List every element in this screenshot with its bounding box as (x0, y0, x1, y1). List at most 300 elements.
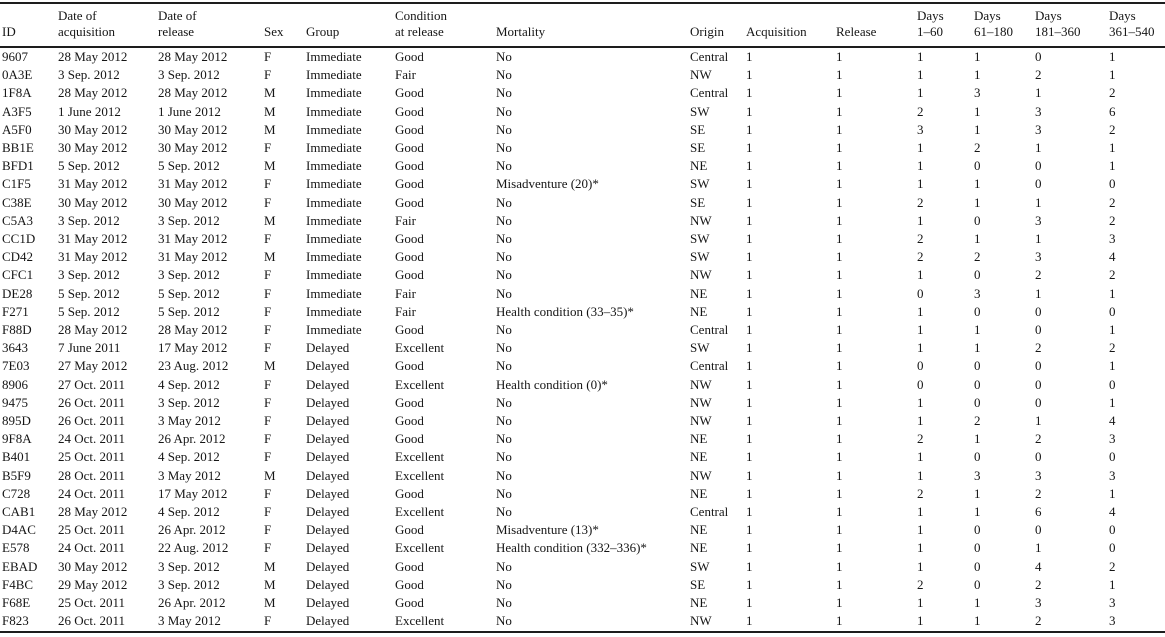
table-cell-days_1_60: 1 (917, 613, 924, 629)
table-cell-days_361_540: 3 (1109, 231, 1116, 247)
table-body (0, 47, 1165, 632)
table-cell-acquisition: 1 (746, 558, 753, 574)
table-cell-date_of_acquisition: 7 June 2011 (58, 340, 121, 356)
table-row (0, 157, 1165, 175)
table-cell-group: Delayed (306, 413, 350, 429)
table-cell-origin: Central (690, 49, 729, 64)
table-cell-release: 1 (836, 358, 843, 374)
table-cell-days_61_180: 1 (974, 340, 981, 356)
table-cell-origin: SW (690, 249, 710, 265)
table-cell-condition_at_release: Good (395, 176, 424, 192)
table-cell-days_181_360: 2 (1035, 431, 1042, 447)
table-row (0, 84, 1165, 102)
table-cell-condition_at_release: Good (395, 158, 424, 174)
table-row (0, 285, 1165, 303)
table-cell-sex: F (264, 231, 272, 247)
table-cell-mortality: Misadventure (20)* (496, 176, 599, 192)
column-header-mortality: Mortality (494, 3, 688, 47)
table-cell-days_181_360: 4 (1035, 558, 1042, 574)
table-cell-date_of_release: 1 June 2012 (158, 103, 221, 119)
table-cell-id: 8906 (2, 376, 28, 392)
table-cell-days_361_540: 1 (1109, 67, 1116, 83)
table-cell-origin: NW (690, 67, 712, 83)
table-cell-mortality: No (496, 267, 512, 283)
table-row (0, 576, 1165, 594)
table-cell-acquisition: 1 (746, 576, 753, 592)
table-cell-days_61_180: 1 (974, 595, 981, 611)
table-cell-group: Immediate (306, 194, 362, 210)
table-header-row (0, 3, 1165, 47)
table-cell-sex: F (264, 140, 272, 156)
table-cell-days_1_60: 3 (917, 121, 924, 137)
table-cell-group: Delayed (306, 576, 350, 592)
table-cell-release: 1 (836, 431, 843, 447)
table-cell-id: C1F5 (2, 176, 31, 192)
table-cell-origin: NW (690, 267, 712, 283)
table-cell-date_of_release: 28 May 2012 (158, 322, 228, 338)
table-cell-days_181_360: 1 (1035, 194, 1042, 210)
table-cell-date_of_acquisition: 28 May 2012 (58, 504, 128, 520)
table-cell-days_1_60: 2 (917, 249, 924, 265)
table-cell-release: 1 (836, 285, 843, 301)
table-cell-sex: M (264, 212, 276, 228)
table-cell-origin: NE (690, 485, 708, 501)
table-cell-group: Immediate (306, 267, 362, 283)
table-cell-date_of_acquisition: 24 Oct. 2011 (58, 431, 126, 447)
table-row (0, 47, 1165, 66)
table-cell-release: 1 (836, 522, 843, 538)
table-cell-days_1_60: 0 (917, 376, 924, 392)
table-cell-days_181_360: 0 (1035, 322, 1042, 338)
table-cell-days_181_360: 2 (1035, 613, 1042, 629)
table-cell-condition_at_release: Excellent (395, 376, 445, 392)
table-cell-group: Immediate (306, 103, 362, 119)
table-cell-id: 1F8A (2, 85, 32, 101)
table-cell-date_of_release: 5 Sep. 2012 (158, 285, 220, 301)
table-cell-days_1_60: 2 (917, 485, 924, 501)
table-cell-date_of_acquisition: 31 May 2012 (58, 176, 128, 192)
table-cell-sex: F (264, 285, 272, 301)
table-cell-days_361_540: 0 (1109, 540, 1116, 556)
table-cell-id: 3643 (2, 340, 28, 356)
table-cell-mortality: No (496, 121, 512, 137)
table-cell-days_361_540: 4 (1109, 413, 1116, 429)
table-cell-days_61_180: 1 (974, 613, 981, 629)
table-cell-days_61_180: 1 (974, 431, 981, 447)
table-cell-sex: F (264, 413, 272, 429)
table-cell-origin: SE (690, 576, 706, 592)
table-cell-origin: NW (690, 212, 712, 228)
table-cell-date_of_acquisition: 30 May 2012 (58, 558, 128, 574)
table-cell-sex: M (264, 576, 276, 592)
table-cell-condition_at_release: Good (395, 267, 424, 283)
table-cell-acquisition: 1 (746, 103, 753, 119)
table-cell-date_of_release: 5 Sep. 2012 (158, 303, 220, 319)
table-cell-days_181_360: 3 (1035, 249, 1042, 265)
table-cell-date_of_acquisition: 26 Oct. 2011 (58, 413, 126, 429)
table-cell-release: 1 (836, 613, 843, 629)
table-cell-acquisition: 1 (746, 231, 753, 247)
table-cell-acquisition: 1 (746, 467, 753, 483)
table-cell-date_of_release: 3 Sep. 2012 (158, 67, 220, 83)
table-cell-days_361_540: 1 (1109, 394, 1116, 410)
table-cell-days_361_540: 0 (1109, 449, 1116, 465)
table-row (0, 612, 1165, 631)
table-cell-days_61_180: 3 (974, 85, 981, 101)
table-cell-days_1_60: 1 (917, 413, 924, 429)
table-cell-days_361_540: 3 (1109, 595, 1116, 611)
table-cell-condition_at_release: Fair (395, 285, 416, 301)
table-cell-sex: F (264, 49, 272, 64)
table-cell-mortality: No (496, 394, 512, 410)
table-cell-id: B5F9 (2, 467, 31, 483)
table-cell-date_of_acquisition: 3 Sep. 2012 (58, 212, 120, 228)
table-row (0, 103, 1165, 121)
table-cell-days_361_540: 0 (1109, 176, 1116, 192)
table-cell-mortality: No (496, 504, 512, 520)
table-row (0, 376, 1165, 394)
table-cell-id: D4AC (2, 522, 36, 538)
table-cell-origin: Central (690, 85, 729, 101)
table-cell-mortality: Health condition (332–336)* (496, 540, 647, 556)
table-cell-days_61_180: 0 (974, 267, 981, 283)
table-cell-days_361_540: 0 (1109, 303, 1116, 319)
table-cell-release: 1 (836, 140, 843, 156)
table-cell-origin: NE (690, 285, 708, 301)
table-cell-origin: SE (690, 140, 706, 156)
table-cell-id: CAB1 (2, 504, 36, 520)
table-cell-id: BFD1 (2, 158, 34, 174)
table-cell-days_61_180: 0 (974, 394, 981, 410)
table-row (0, 485, 1165, 503)
table-cell-days_1_60: 1 (917, 540, 924, 556)
table-row (0, 503, 1165, 521)
table-cell-id: C5A3 (2, 212, 34, 228)
table-cell-days_361_540: 0 (1109, 376, 1116, 392)
release-monitoring-table (0, 2, 1165, 633)
table-cell-mortality: No (496, 322, 512, 338)
table-cell-acquisition: 1 (746, 376, 753, 392)
table-cell-days_61_180: 1 (974, 485, 981, 501)
table-cell-origin: NW (690, 613, 712, 629)
table-cell-sex: M (264, 103, 276, 119)
column-header-sex: Sex (262, 3, 304, 47)
table-cell-origin: SW (690, 103, 710, 119)
table-cell-date_of_acquisition: 29 May 2012 (58, 576, 128, 592)
table-row (0, 303, 1165, 321)
table-cell-days_181_360: 1 (1035, 540, 1042, 556)
table-cell-days_181_360: 0 (1035, 158, 1042, 174)
table-cell-days_181_360: 2 (1035, 485, 1042, 501)
table-cell-acquisition: 1 (746, 67, 753, 83)
table-cell-days_181_360: 0 (1035, 376, 1042, 392)
table-cell-date_of_release: 5 Sep. 2012 (158, 158, 220, 174)
table-cell-days_181_360: 6 (1035, 504, 1042, 520)
table-cell-group: Delayed (306, 467, 350, 483)
table-cell-group: Delayed (306, 540, 350, 556)
table-cell-days_1_60: 0 (917, 358, 924, 374)
table-cell-mortality: No (496, 194, 512, 210)
table-cell-id: DE28 (2, 285, 33, 301)
table-cell-days_61_180: 0 (974, 212, 981, 228)
table-cell-condition_at_release: Excellent (395, 504, 445, 520)
table-cell-days_181_360: 3 (1035, 595, 1042, 611)
table-cell-days_61_180: 2 (974, 249, 981, 265)
table-cell-condition_at_release: Good (395, 85, 424, 101)
table-cell-days_61_180: 1 (974, 67, 981, 83)
table-cell-origin: SW (690, 231, 710, 247)
table-cell-condition_at_release: Excellent (395, 540, 445, 556)
table-cell-days_61_180: 0 (974, 576, 981, 592)
table-cell-days_361_540: 2 (1109, 340, 1116, 356)
table-cell-condition_at_release: Fair (395, 303, 416, 319)
table-cell-group: Delayed (306, 595, 350, 611)
table-cell-origin: NW (690, 413, 712, 429)
table-cell-mortality: No (496, 613, 512, 629)
table-cell-date_of_release: 3 Sep. 2012 (158, 576, 220, 592)
table-header (0, 3, 1165, 47)
table-cell-days_361_540: 4 (1109, 249, 1116, 265)
table-cell-group: Immediate (306, 303, 362, 319)
table-cell-group: Immediate (306, 285, 362, 301)
table-row (0, 558, 1165, 576)
table-cell-days_1_60: 1 (917, 212, 924, 228)
table-cell-origin: Central (690, 358, 729, 374)
table-cell-date_of_release: 31 May 2012 (158, 176, 228, 192)
table-cell-id: CC1D (2, 231, 36, 247)
table-cell-days_181_360: 0 (1035, 394, 1042, 410)
table-row (0, 394, 1165, 412)
table-cell-date_of_release: 3 Sep. 2012 (158, 558, 220, 574)
table-cell-acquisition: 1 (746, 394, 753, 410)
table-cell-mortality: No (496, 85, 512, 101)
table-row (0, 66, 1165, 84)
table-row (0, 357, 1165, 375)
table-cell-release: 1 (836, 49, 843, 64)
table-cell-condition_at_release: Good (395, 522, 424, 538)
table-cell-condition_at_release: Good (395, 140, 424, 156)
table-cell-date_of_acquisition: 25 Oct. 2011 (58, 522, 126, 538)
table-cell-date_of_acquisition: 3 Sep. 2012 (58, 267, 120, 283)
table-cell-group: Delayed (306, 485, 350, 501)
table-cell-mortality: No (496, 212, 512, 228)
table-cell-date_of_acquisition: 30 May 2012 (58, 194, 128, 210)
column-header-condition_at_release: Condition at release (393, 3, 494, 47)
table-row (0, 594, 1165, 612)
table-cell-group: Delayed (306, 449, 350, 465)
table-cell-id: F4BC (2, 576, 34, 592)
table-cell-mortality: No (496, 49, 512, 64)
table-cell-acquisition: 1 (746, 140, 753, 156)
table-cell-date_of_acquisition: 30 May 2012 (58, 121, 128, 137)
table-cell-date_of_acquisition: 26 Oct. 2011 (58, 613, 126, 629)
table-cell-date_of_acquisition: 31 May 2012 (58, 231, 128, 247)
table-cell-acquisition: 1 (746, 522, 753, 538)
table-cell-days_61_180: 1 (974, 231, 981, 247)
table-cell-date_of_release: 31 May 2012 (158, 249, 228, 265)
table-cell-date_of_acquisition: 24 Oct. 2011 (58, 485, 126, 501)
table-cell-acquisition: 1 (746, 285, 753, 301)
table-cell-sex: F (264, 540, 272, 556)
table-cell-days_181_360: 2 (1035, 67, 1042, 83)
table-cell-id: F68E (2, 595, 31, 611)
table-cell-days_181_360: 1 (1035, 285, 1042, 301)
table-cell-release: 1 (836, 249, 843, 265)
column-header-origin: Origin (688, 3, 744, 47)
table-cell-date_of_release: 3 Sep. 2012 (158, 212, 220, 228)
table-row (0, 248, 1165, 266)
table-cell-days_181_360: 2 (1035, 340, 1042, 356)
table-cell-days_181_360: 3 (1035, 121, 1042, 137)
table-cell-group: Immediate (306, 212, 362, 228)
table-cell-sex: F (264, 194, 272, 210)
table-cell-date_of_acquisition: 30 May 2012 (58, 140, 128, 156)
table-cell-condition_at_release: Good (395, 358, 424, 374)
table-cell-mortality: No (496, 558, 512, 574)
table-cell-acquisition: 1 (746, 212, 753, 228)
table-cell-sex: M (264, 121, 276, 137)
table-cell-release: 1 (836, 376, 843, 392)
table-cell-condition_at_release: Good (395, 576, 424, 592)
table-cell-release: 1 (836, 394, 843, 410)
table-cell-days_361_540: 2 (1109, 121, 1116, 137)
table-cell-group: Delayed (306, 340, 350, 356)
table-cell-acquisition: 1 (746, 485, 753, 501)
table-cell-release: 1 (836, 231, 843, 247)
table-cell-date_of_release: 26 Apr. 2012 (158, 522, 226, 538)
table-cell-acquisition: 1 (746, 267, 753, 283)
table-cell-group: Immediate (306, 322, 362, 338)
table-row (0, 194, 1165, 212)
table-cell-days_1_60: 1 (917, 176, 924, 192)
table-cell-condition_at_release: Good (395, 595, 424, 611)
table-cell-acquisition: 1 (746, 340, 753, 356)
table-cell-sex: F (264, 431, 272, 447)
table-cell-days_1_60: 2 (917, 194, 924, 210)
table-cell-days_61_180: 1 (974, 176, 981, 192)
table-cell-acquisition: 1 (746, 540, 753, 556)
table-cell-release: 1 (836, 103, 843, 119)
table-cell-origin: Central (690, 504, 729, 520)
table-cell-group: Immediate (306, 49, 362, 64)
table-cell-group: Delayed (306, 558, 350, 574)
table-cell-date_of_acquisition: 25 Oct. 2011 (58, 449, 126, 465)
table-cell-acquisition: 1 (746, 431, 753, 447)
table-cell-days_361_540: 1 (1109, 140, 1116, 156)
table-cell-id: E578 (2, 540, 30, 556)
table-cell-acquisition: 1 (746, 595, 753, 611)
table-cell-days_361_540: 1 (1109, 158, 1116, 174)
table-cell-acquisition: 1 (746, 449, 753, 465)
table-cell-condition_at_release: Good (395, 394, 424, 410)
table-cell-days_361_540: 1 (1109, 485, 1116, 501)
table-cell-days_361_540: 1 (1109, 285, 1116, 301)
table-cell-date_of_release: 3 May 2012 (158, 413, 221, 429)
table-cell-days_1_60: 1 (917, 158, 924, 174)
table-cell-condition_at_release: Good (395, 485, 424, 501)
table-cell-date_of_release: 4 Sep. 2012 (158, 504, 220, 520)
table-cell-group: Immediate (306, 249, 362, 265)
table-cell-date_of_release: 3 May 2012 (158, 613, 221, 629)
table-cell-mortality: Health condition (0)* (496, 376, 608, 392)
table-cell-days_61_180: 0 (974, 376, 981, 392)
table-cell-acquisition: 1 (746, 249, 753, 265)
table-cell-group: Immediate (306, 231, 362, 247)
table-cell-sex: F (264, 67, 272, 83)
table-cell-condition_at_release: Fair (395, 212, 416, 228)
table-cell-days_181_360: 3 (1035, 212, 1042, 228)
table-cell-sex: F (264, 613, 272, 629)
table-cell-acquisition: 1 (746, 358, 753, 374)
table-cell-date_of_release: 26 Apr. 2012 (158, 431, 226, 447)
table-cell-days_181_360: 0 (1035, 303, 1042, 319)
table-cell-group: Immediate (306, 176, 362, 192)
table-cell-sex: M (264, 158, 276, 174)
table-cell-sex: M (264, 595, 276, 611)
table-cell-release: 1 (836, 595, 843, 611)
table-cell-mortality: No (496, 449, 512, 465)
table-cell-days_61_180: 0 (974, 158, 981, 174)
table-cell-days_361_540: 1 (1109, 358, 1116, 374)
table-cell-group: Immediate (306, 158, 362, 174)
table-cell-days_181_360: 0 (1035, 176, 1042, 192)
table-cell-date_of_acquisition: 3 Sep. 2012 (58, 67, 120, 83)
table-cell-days_1_60: 2 (917, 576, 924, 592)
table-cell-days_361_540: 2 (1109, 212, 1116, 228)
table-cell-date_of_release: 17 May 2012 (158, 485, 228, 501)
table-cell-date_of_acquisition: 5 Sep. 2012 (58, 158, 120, 174)
table-cell-condition_at_release: Good (395, 231, 424, 247)
table-cell-mortality: No (496, 358, 512, 374)
table-cell-days_181_360: 2 (1035, 267, 1042, 283)
table-cell-id: 895D (2, 413, 31, 429)
table-row (0, 121, 1165, 139)
table-cell-release: 1 (836, 85, 843, 101)
column-header-group: Group (304, 3, 393, 47)
table-cell-condition_at_release: Good (395, 249, 424, 265)
table-cell-release: 1 (836, 576, 843, 592)
table-cell-days_181_360: 3 (1035, 103, 1042, 119)
table-cell-date_of_acquisition: 27 Oct. 2011 (58, 376, 126, 392)
table-cell-mortality: No (496, 140, 512, 156)
column-header-date_of_acquisition: Date of acquisition (56, 3, 156, 47)
table-cell-origin: SE (690, 121, 706, 137)
table-cell-id: C728 (2, 485, 31, 501)
table-cell-id: F271 (2, 303, 29, 319)
table-cell-id: A3F5 (2, 103, 32, 119)
table-cell-days_1_60: 1 (917, 522, 924, 538)
table-cell-condition_at_release: Excellent (395, 340, 445, 356)
table-cell-origin: SE (690, 194, 706, 210)
table-cell-date_of_acquisition: 31 May 2012 (58, 249, 128, 265)
table-cell-days_61_180: 3 (974, 467, 981, 483)
table-cell-sex: F (264, 394, 272, 410)
table-row (0, 412, 1165, 430)
table-cell-days_361_540: 3 (1109, 613, 1116, 629)
table-cell-days_181_360: 1 (1035, 413, 1042, 429)
table-cell-days_1_60: 2 (917, 103, 924, 119)
table-cell-mortality: Misadventure (13)* (496, 522, 599, 538)
table-cell-days_1_60: 1 (917, 558, 924, 574)
table-cell-days_1_60: 1 (917, 340, 924, 356)
table-cell-group: Delayed (306, 358, 350, 374)
table-cell-release: 1 (836, 540, 843, 556)
table-cell-release: 1 (836, 267, 843, 283)
table-cell-sex: F (264, 504, 272, 520)
table-cell-mortality: No (496, 595, 512, 611)
table-cell-days_61_180: 0 (974, 449, 981, 465)
table-row (0, 266, 1165, 284)
